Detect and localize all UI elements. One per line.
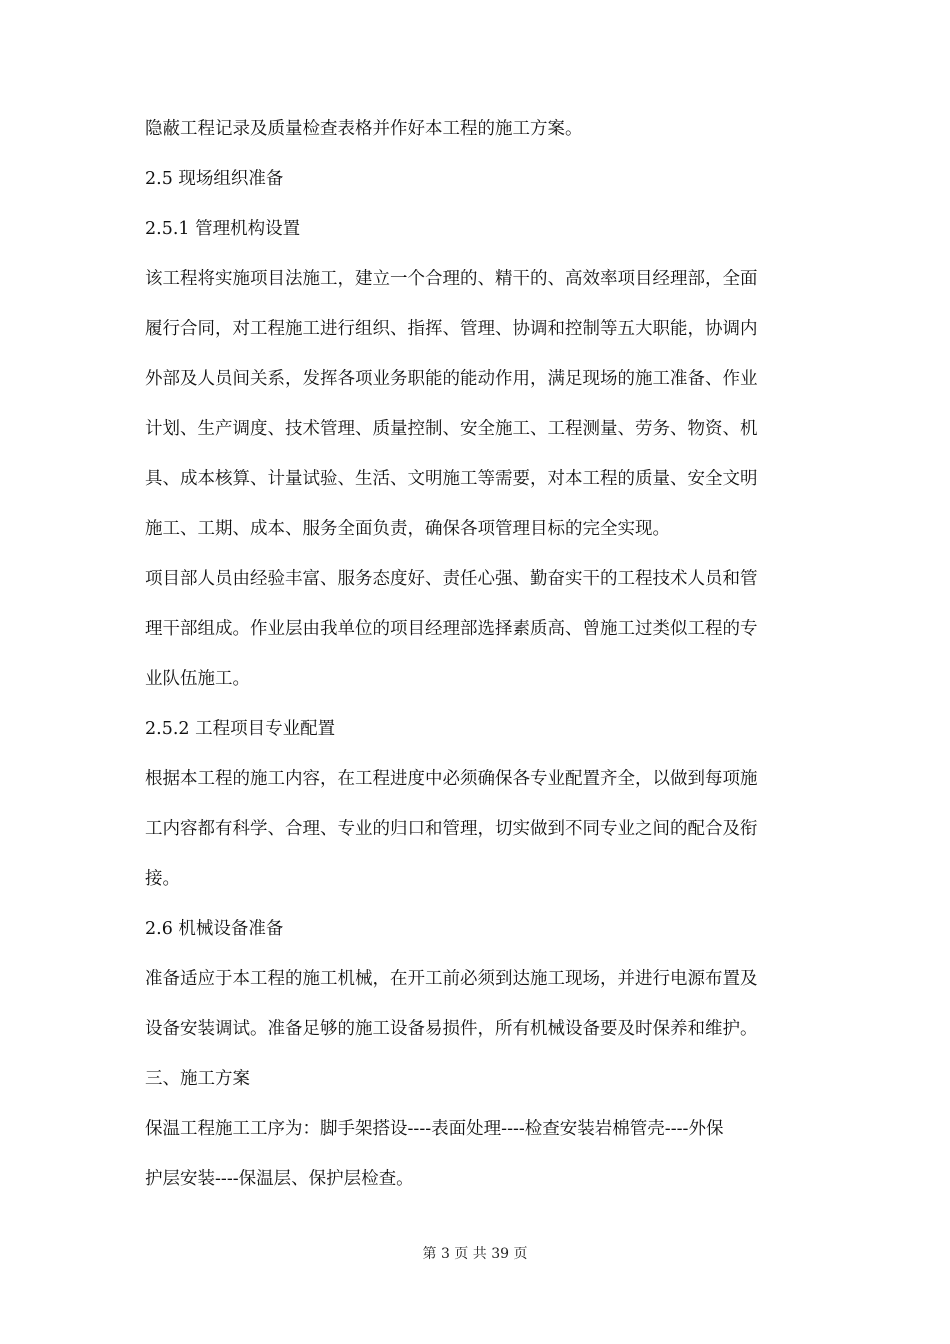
page-footer: 第 3 页 共 39 页: [422, 1246, 528, 1262]
text-line: 接。: [145, 869, 180, 889]
text-line: 工内容都有科学、合理、专业的归口和管理，切实做到不同专业之间的配合及衔: [145, 819, 758, 839]
section-heading-2-5: 2.5 现场组织准备: [145, 169, 284, 189]
text-line: 具、成本核算、计量试验、生活、文明施工等需要，对本工程的质量、安全文明: [145, 469, 758, 489]
text-line: 项目部人员由经验丰富、服务态度好、责任心强、勤奋实干的工程技术人员和管: [145, 569, 758, 589]
section-heading-2-6: 2.6 机械设备准备: [145, 919, 284, 939]
section-heading-3: 三、施工方案: [145, 1069, 250, 1089]
section-heading-2-5-1: 2.5.1 管理机构设置: [145, 219, 301, 239]
text-line: 护层安装----保温层、保护层检查。: [145, 1169, 414, 1189]
text-line: 设备安装调试。准备足够的施工设备易损件，所有机械设备要及时保养和维护。: [145, 1019, 758, 1039]
text-line: 业队伍施工。: [145, 669, 250, 689]
text-line: 外部及人员间关系，发挥各项业务职能的能动作用，满足现场的施工准备、作业: [145, 369, 758, 389]
text-line: 保温工程施工工序为：脚手架搭设----表面处理----检查安装岩棉管壳----外保: [145, 1119, 724, 1139]
text-line: 理干部组成。作业层由我单位的项目经理部选择素质高、曾施工过类似工程的专: [145, 619, 758, 639]
section-heading-2-5-2: 2.5.2 工程项目专业配置: [145, 719, 336, 739]
text-line: 履行合同，对工程施工进行组织、指挥、管理、协调和控制等五大职能，协调内: [145, 319, 758, 339]
text-line: 隐蔽工程记录及质量检查表格并作好本工程的施工方案。: [145, 119, 583, 139]
text-line: 计划、生产调度、技术管理、质量控制、安全施工、工程测量、劳务、物资、机: [145, 419, 758, 439]
text-line: 施工、工期、成本、服务全面负责，确保各项管理目标的完全实现。: [145, 519, 670, 539]
text-line: 准备适应于本工程的施工机械，在开工前必须到达施工现场，并进行电源布置及: [145, 969, 758, 989]
text-line: 该工程将实施项目法施工，建立一个合理的、精干的、高效率项目经理部，全面: [145, 269, 758, 289]
document-body: [145, 104, 810, 1204]
text-line: 根据本工程的施工内容，在工程进度中必须确保各专业配置齐全，以做到每项施: [145, 769, 758, 789]
